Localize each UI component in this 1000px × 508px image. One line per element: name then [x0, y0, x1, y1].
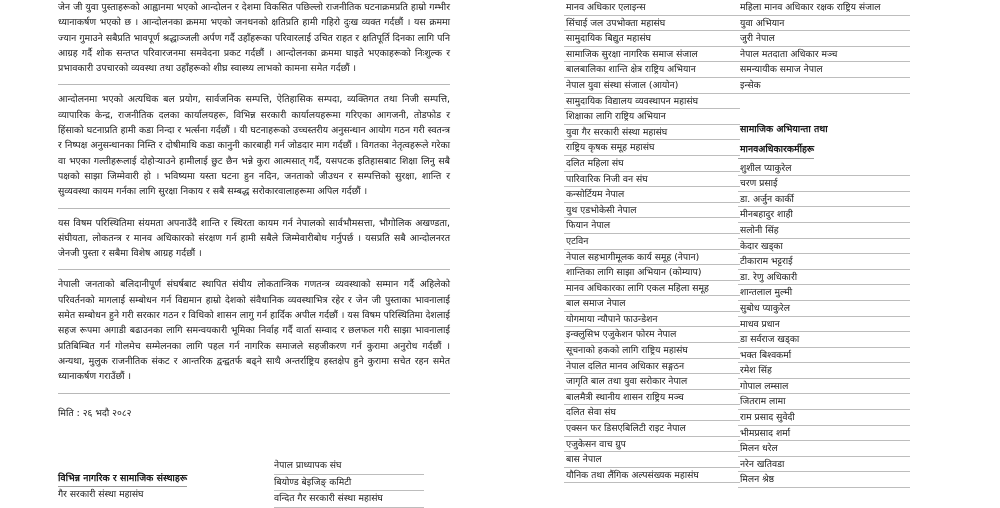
list-item: जुरी नेपाल	[738, 31, 910, 47]
statement-date: मिति : २६ भदौ २०८२	[58, 407, 132, 419]
list-item: बाल समाज नेपाल	[564, 296, 740, 312]
list-item: डा सर्वराज खड्का	[738, 332, 910, 348]
list-item: रमेश सिंह	[738, 363, 910, 379]
list-item: भक्त बिश्वकर्मा	[738, 348, 910, 364]
list-item: गोपाल लम्साल	[738, 379, 910, 395]
individuals-list	[738, 161, 1000, 488]
signatories-heading: विभिन्न नागरिक र सामाजिक संस्थाहरू	[58, 471, 187, 487]
right-signatory-column	[738, 0, 1000, 488]
list-item: फियान नेपाल	[564, 218, 740, 234]
list-item: योगमाया न्यौपाने फाउन्डेशन	[564, 312, 740, 328]
list-item: सिंचाई जल उपभोक्ता महासंघ	[564, 16, 740, 32]
list-item: सामाजिक सुरक्षा नागरिक समाज संजाल	[564, 47, 740, 63]
list-item: पारिवारिक निजी वन संघ	[564, 172, 740, 188]
list-item: चरण प्रसाई	[738, 176, 910, 192]
list-item: एक्सन फर डिसएबिलिटी राइट नेपाल	[564, 421, 740, 437]
list-item: सुबोध प्याकुरेल	[738, 301, 910, 317]
list-item: यौनिक तथा लैंगिक अल्पसंख्यक महासंघ	[564, 468, 740, 484]
paragraph-divider	[58, 208, 450, 209]
list-item: बियोण्ड बेइजिङ् कमिटी	[274, 475, 424, 492]
list-item: मिलन श्रेष्ठ	[738, 472, 910, 488]
list-item: भीमप्रसाद शर्मा	[738, 426, 910, 442]
list-item: सामुदायिक विद्यालय व्यवस्थापन महासंघ	[564, 94, 740, 110]
list-item: युवा गैर सरकारी संस्था महासंघ	[564, 125, 740, 141]
list-item: नेपाल सहभागीमूलक कार्य समूह (नेपान)	[564, 250, 740, 266]
list-item: कन्सोर्टियम नेपाल	[564, 187, 740, 203]
list-item: दलित महिला संघ	[564, 156, 740, 172]
list-item: जितराम लामा	[738, 394, 910, 410]
list-item: माधव प्रधान	[738, 317, 910, 333]
list-item: बास नेपाल	[564, 452, 740, 468]
list-item: दलित सेवा संघ	[564, 405, 740, 421]
list-item: एटविन	[564, 234, 740, 250]
list-item: समन्यायीक समाज नेपाल	[738, 62, 910, 78]
individuals-heading: सामाजिक अभियान्ता तथा	[740, 123, 828, 135]
list-item: राम प्रसाद सुवेदी	[738, 410, 910, 426]
list-item: नरेन खतिवडा	[738, 457, 910, 473]
list-item: सलोनी सिंह	[738, 223, 910, 239]
list-item: इन्सेक	[738, 78, 910, 94]
list-item: मानव अधिकारका लागि एकल महिला समूह	[564, 281, 740, 297]
paragraph-divider	[58, 269, 450, 270]
list-item: टीकाराम भट्टराई	[738, 254, 910, 270]
paragraph-divider	[58, 393, 450, 394]
list-item: डा. रेणु अधिकारी	[738, 270, 910, 286]
statement-paragraph: जेन जी युवा पुस्ताहरूको आह्वानमा भएको आन्दोलन र देशमा विकसित पछिल्लो राजनीतिक घटनाक्रमप्रति हाम्रो गम्भीर ध्यानाकर्षण भएको छ । आन्दोलनका क्रममा भएको जनधनको क्षतिप्रति हामी गहिरो दुःख व्यक्त गर्दछौं । यस क्रममा ज्यान गुमाउने सबैप्रति भावपूर्ण श्रद्धाञ्जली अर्पण गर्दै उहाँहरूका परिवारलाई उचित राहत र क्षतिपूर्ति दिनका लागि पनि आग्रह गर्दै शोक सन्तप्त परिवारजनमा समवेदना प्रकट गर्दछौं । आन्दोलनका क्रममा घाइते भएकाहरूको निःशुल्क र प्रभावकारी उपचारको व्यवस्था तथा उहाँहरूको शीघ्र स्वास्थ्य लाभको कामना समेत गर्दछौं ।	[58, 2, 450, 75]
list-item: वन्दित गैर सरकारी संस्था महासंघ	[274, 491, 424, 508]
list-item: मानव अधिकार एलाइन्स	[564, 0, 740, 16]
spacer	[738, 94, 1000, 122]
list-item: शान्तलाल मुल्मी	[738, 285, 910, 301]
list-item: शिक्षाका लागि राष्ट्रिय अभियान	[564, 109, 740, 125]
statement-paragraph: आन्दोलनमा भएको अत्यधिक बल प्रयोग, सार्वजनिक सम्पत्ति, ऐतिहासिक सम्पदा, व्यक्तिगत तथा निजी सम्पत्ति, व्यापारिक केन्द्र, राजनीतिक दलका कार्यालयहरू, विभिन्न सरकारी कार्यालयहरूमा गरिएका आगजनी, तोडफोड र हिंसाको घटनाप्रति हामी कडा निन्दा र भर्त्सना गर्दछौं । यी घटनाहरूको उच्चस्तरीय अनुसन्धान आयोग गठन गरी स्वतन्त्र र निष्पक्ष अनुसन्धानका निम्ति र दोषीमाथि कडा कानुनी कारबाही गर्न जोडदार माग गर्दछौं । विगतका नेतृत्वहरूले गरेका वा भएका गल्तीहरूलाई दोहोऱ्याउने हामीलाई छुट छैन भन्ने कुरा आत्मसात् गर्दै, यसपटक इतिहासबाट शिक्षा लिनु सबै पक्षको साझा जिम्मेवारी हो । भविष्यमा यस्ता घटना हुन नदिन, जनताको जीउधन र सम्पत्तिको सुरक्षा, शान्ति र सुव्यवस्था कायम गर्नका लागि सुरक्षा निकाय र सबै सम्बद्ध सरोकारवालाहरूमा अपिल गर्दछौं ।	[58, 94, 450, 198]
list-item: युथ एडभोकेसी नेपाल	[564, 203, 740, 219]
organization-list	[564, 0, 764, 483]
paragraph-divider	[58, 84, 450, 85]
statement-paragraph: यस विषम परिस्थितिमा संयमता अपनाउँदै शान्ति र स्थिरता कायम गर्न नेपालको सार्वभौमसत्ता, भौगोलिक अखण्डता, संघीयता, लोकतन्त्र र मानव अधिकारको संरक्षण गर्न हामी सबैले जिम्मेवारीबोध गर्नुपर्छ । यसप्रति सबै आन्दोलनरत जेनजी पुस्ता र सबैमा विशेष आग्रह गर्दछौं ।	[58, 217, 450, 260]
list-item: एजुकेसन वाच ग्रुप	[564, 437, 740, 453]
list-item: सामुदायिक बिद्युत महासंघ	[564, 31, 740, 47]
list-item: केदार खड्का	[738, 239, 910, 255]
list-item: नेपाल मतदाता अधिकार मञ्च	[738, 47, 910, 63]
list-item: मीनबहादुर शाही	[738, 207, 910, 223]
list-item: शान्तिका लागि साझा अभियान (कोम्याप)	[564, 265, 740, 281]
individuals-heading: मानवअधिकारकर्मीहरू	[738, 142, 814, 159]
statement-paragraph: नेपाली जनताको बलिदानीपूर्ण संघर्षबाट स्थापित संघीय लोकतान्त्रिक गणतन्त्र व्यवस्थाको सम्मान गर्दै अहिलेको परिवर्तनको मागलाई सम्बोधन गर्न विद्यमान हाम्रो देशको संवैधानिक व्यवस्थाभित्र रहेर र जेन जी पुस्ताका भावनालाई समेत सम्बोधन हुने गरी सरकार गठन र विधिको शासन लागु गर्न हार्दिक अपील गर्दछौं । यस विषम परिस्थितिमा देशलाई सहज रूपमा अगाडी बढाउनका लागि समन्वयकारी भूमिका निर्वाह गर्दै वार्ता सम्वाद र छलफल गरी साझा भावनालाई प्रतिबिम्बित गर्न गोलमेच सम्मेलनका लागि पहल गर्न नागरिक समाजले सहजीकरण गर्न कुरामा अनुरोध गर्दछौं । अन्यथा, मुलुक राजनीतिक संकट र आन्तरिक द्वन्द्वतर्फ बढ्ने साथै अन्तर्राष्ट्रिय हस्तक्षेप हुने कुरामा सचेत रहन समेत ध्यानाकर्षण गराउँछौं ।	[58, 279, 450, 383]
list-item: नेपाल युवा संस्था संजाल (आयोन)	[564, 78, 740, 94]
list-item: नेपाल दलित मानव अधिकार सङ्गठन	[564, 359, 740, 375]
list-item: राष्ट्रिय कृषक समूह महासंघ	[564, 140, 740, 156]
list-item: सूचनाको हकको लागि राष्ट्रिय महासंघ	[564, 343, 740, 359]
organization-list-column	[564, 0, 764, 483]
statement-column	[58, 0, 450, 421]
list-item: युवा अभियान	[738, 16, 910, 32]
list-item: मिलन धरेल	[738, 441, 910, 457]
bottom-org-list	[274, 458, 474, 508]
list-item: इन्क्लुसिभ एजुकेशन फोरम नेपाल	[564, 327, 740, 343]
list-item: शुशील प्याकुरेल	[738, 161, 910, 177]
organization-list	[738, 0, 1000, 94]
list-item: बालबालिका शान्ति क्षेत्र राष्ट्रिय अभियान	[564, 62, 740, 78]
list-item: बालमैत्री स्थानीय शासन राष्ट्रिय मञ्च	[564, 390, 740, 406]
list-item: नेपाल प्राध्यापक संघ	[274, 458, 424, 475]
list-item: डा. अर्जुन कार्की	[738, 192, 910, 208]
signatories-subheading: गैर सरकारी संस्था महासंघ	[58, 489, 144, 500]
list-item: जागृति बाल तथा युवा सरोकार नेपाल	[564, 374, 740, 390]
list-item: महिला मानव अधिकार रक्षक राष्ट्रिय संजाल	[738, 0, 910, 16]
signatories-header-block	[58, 466, 258, 503]
